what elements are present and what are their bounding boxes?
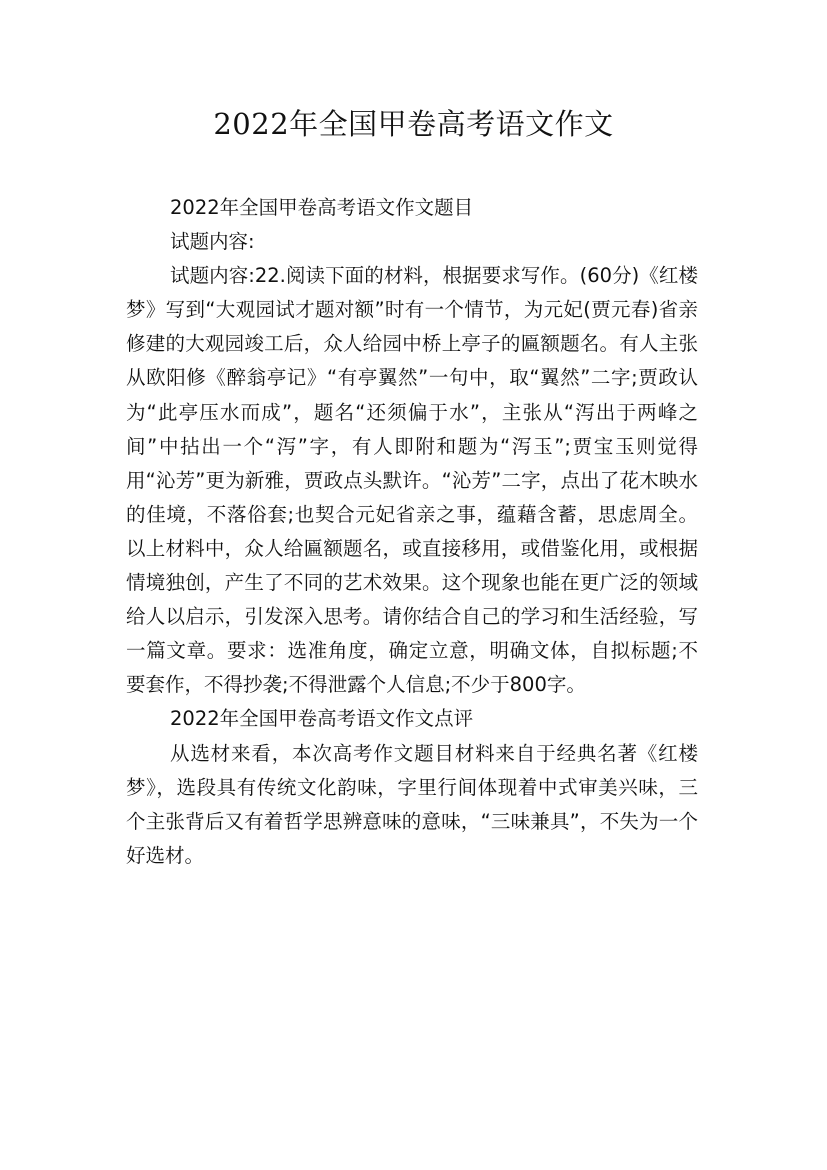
comment-paragraph: 从选材来看，本次高考作文题目材料来自于经典名著《红楼梦》，选段具有传统文化韵味，字里行间体现着中式审美兴味，三个主张背后又有着哲学思辨意味的意味，“三味兼具”，不失为一个好选材。 [126,741,698,867]
section-heading-comment: 2022年全国甲卷高考语文作文点评 [170,707,474,731]
prompt-label: 试题内容: [170,230,255,254]
section-heading-topic: 2022年全国甲卷高考语文作文题目 [170,196,474,219]
document-title: 2022年全国甲卷高考语文作文 [213,107,614,141]
document-body [126,191,698,873]
prompt-paragraph: 试题内容:22.阅读下面的材料，根据要求写作。(60分)《红楼梦》写到“大观园试才题对额”时有一个情节，为元妃(贾元春)省亲修建的大观园竣工后，众人给园中桥上亭子的匾额题名。有人主张从欧阳修《醉翁亭记》“有亭翼然”一句中，取“翼然”二字;贾政认为“此亭压水而成”，题名“还须偏于水”，主张从“泻出于两峰之间”中拈出一个“泻”字，有人即附和题为“泻玉”;贾宝玉则觉得用“沁芳”更为新雅，贾政点头默许。“沁芳”二字，点出了花木映水的佳境，不落俗套;也契合元妃省亲之事，蕴藉含蓄，思虑周全。以上材料中，众人给匾额题名，或直接移用，或借鉴化用，或根据情境独创，产生了不同的艺术效果。这个现象也能在更广泛的领域给人以启示，引发深入思考。请你结合自己的学习和生活经验，写一篇文章。要求：选准角度，确定立意，明确文体，自拟标题;不要套作，不得抄袭;不得泄露个人信息;不少于800字。 [126,264,698,697]
